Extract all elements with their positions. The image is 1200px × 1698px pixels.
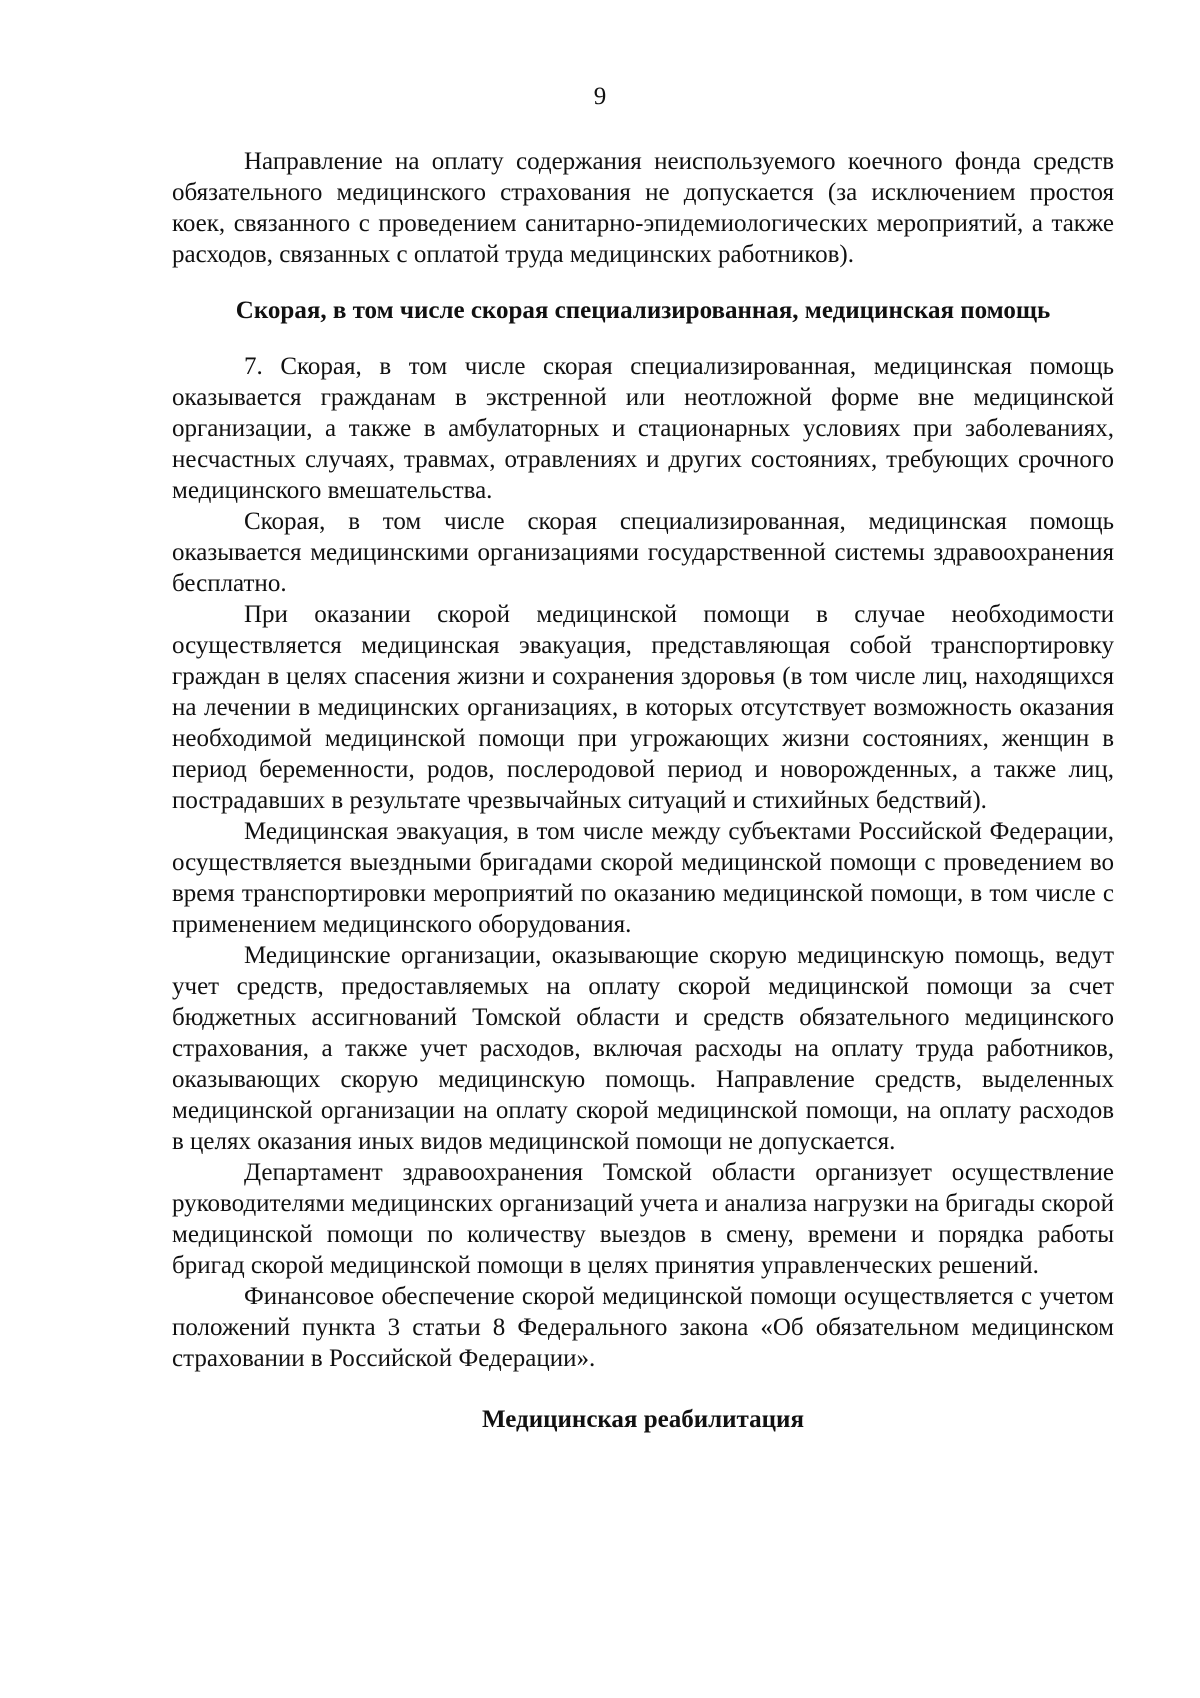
paragraph-unused-bed-fund: Направление на оплату содержания неиспользуемого коечного фонда средств обязательного медицинского страхования не допускается (за исключением простоя коек, связанного с проведением санитарно-эпидемиологических мероприятий, а также расходов, связанных с оплатой труда медицинских работников).: [172, 148, 1114, 268]
page-number: 9: [593, 83, 607, 110]
document-body: [172, 146, 1114, 1435]
paragraph-workload-analysis: Департамент здравоохранения Томской области организует осуществление руководителями медицинских организаций учета и анализа нагрузки на бригады скорой медицинской помощи по количеству выездов в смену, времени и порядка работы бригад скорой медицинской помощи в целях принятия управленческих решений.: [172, 1159, 1114, 1279]
paragraph-evacuation-teams: Медицинская эвакуация, в том числе между субъектами Российской Федерации, осуществляется выездными бригадами скорой медицинской помощи с проведением во время транспортировки мероприятий по оказанию медицинской помощи, в том числе с применением медицинского оборудования.: [172, 818, 1114, 938]
section-heading-emergency-care: Скорая, в том числе скорая специализированная, медицинская помощь: [235, 297, 1051, 324]
paragraph-emergency-care-definition: 7. Скорая, в том числе скорая специализированная, медицинская помощь оказывается гражданам в экстренной или неотложной форме вне медицинской организации, а также в амбулаторных и стационарных условиях при заболеваниях, несчастных случаях, травмах, отравлениях и других состояниях, требующих срочного медицинского вмешательства.: [172, 353, 1114, 504]
paragraph-funding-accounting: Медицинские организации, оказывающие скорую медицинскую помощь, ведут учет средств, предоставляемых на оплату скорой медицинской помощи за счет бюджетных ассигнований Томской области и средств обязательного медицинского страхования, а также учет расходов, включая расходы на оплату труда работников, оказывающих скорую медицинскую помощь. Направление средств, выделенных медицинской организации на оплату скорой медицинской помощи, на оплату расходов в целях оказания иных видов медицинской помощи не допускается.: [172, 942, 1114, 1155]
paragraph-medical-evacuation: При оказании скорой медицинской помощи в случае необходимости осуществляется медицинская эвакуация, представляющая собой транспортировку граждан в целях спасения жизни и сохранения здоровья (в том числе лиц, находящихся на лечении в медицинских организациях, в которых отсутствует возможность оказания необходимой медицинской помощи при угрожающих жизни состояниях, женщин в период беременности, родов, послеродовой период и новорожденных, а также лиц, пострадавших в результате чрезвычайных ситуаций и стихийных бедствий).: [172, 601, 1114, 814]
paragraph-free-emergency-care: Скорая, в том числе скорая специализированная, медицинская помощь оказывается медицинскими организациями государственной системы здравоохранения бесплатно.: [172, 508, 1114, 597]
paragraph-financial-support: Финансовое обеспечение скорой медицинской помощи осуществляется с учетом положений пункта 3 статьи 8 Федерального закона «Об обязательном медицинском страховании в Российской Федерации».: [172, 1283, 1114, 1372]
section-heading-medical-rehabilitation: Медицинская реабилитация: [482, 1406, 804, 1433]
